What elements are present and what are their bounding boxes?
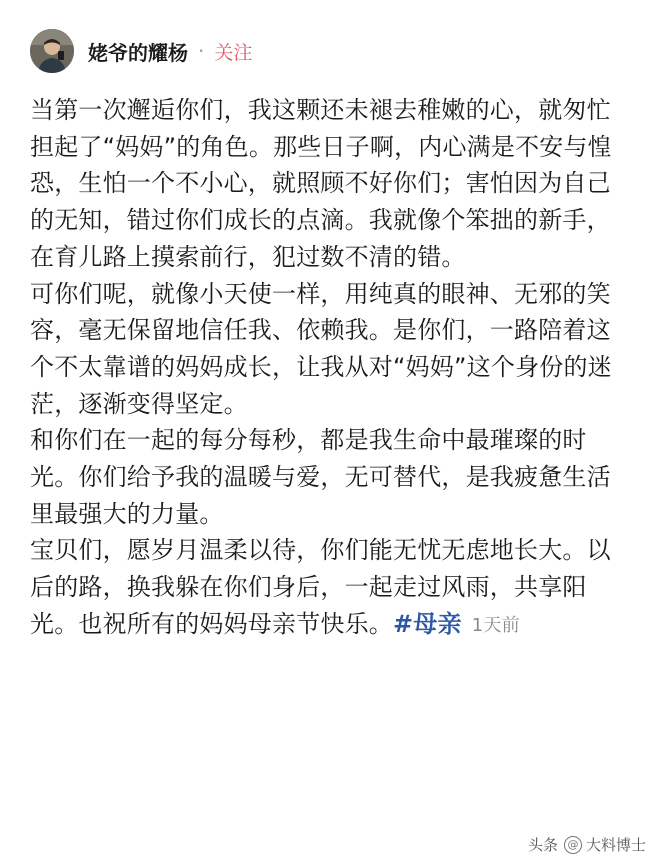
separator-dot: · (198, 39, 205, 63)
post-header (30, 26, 252, 76)
post-paragraph: 和你们在一起的每分每秒，都是我生命中最璀璨的时光。你们给予我的温暖与爱，无可替代，是我疲惫生活里最强大的力量。 (30, 426, 611, 528)
avatar-photo-icon (30, 29, 74, 73)
at-icon: @ (564, 836, 582, 854)
follow-button[interactable]: 关注 (214, 41, 253, 64)
post-paragraph-text: 宝贝们，愿岁月温柔以待，你们能无忧无虑地长大。以后的路，换我躲在你们身后，一起走过风雨，共享阳光。也祝所有的妈妈母亲节快乐。 (30, 536, 611, 638)
hashtag-link[interactable]: #母亲 (393, 609, 462, 638)
author-name[interactable]: 姥爷的耀杨 (88, 40, 188, 65)
watermark (528, 834, 646, 855)
post-paragraph: 当第一次邂逅你们，我这颗还未褪去稚嫩的心，就匆忙担起了“妈妈”的角色。那些日子啊，内心满是不安与惶恐，生怕一个不小心，就照顾不好你们；害怕因为自己的无知，错过你们成长的点滴。我就像个笨拙的新手，在育儿路上摸索前行，犯过数不清的错。 (30, 96, 612, 271)
post-content (30, 92, 634, 645)
avatar[interactable] (30, 29, 74, 73)
watermark-account: 大料博士 (585, 836, 646, 854)
post-paragraph: 可你们呢，就像小天使一样，用纯真的眼神、无邪的笑容，毫无保留地信任我、依赖我。是你们，一路陪着这个不太靠谱的妈妈成长，让我从对“妈妈”这个身份的迷茫，逐渐变得坚定。 (30, 279, 612, 418)
watermark-platform: 头条 (527, 836, 558, 854)
post-timestamp: 1天前 (471, 614, 520, 636)
post-paragraph-last (30, 532, 634, 644)
